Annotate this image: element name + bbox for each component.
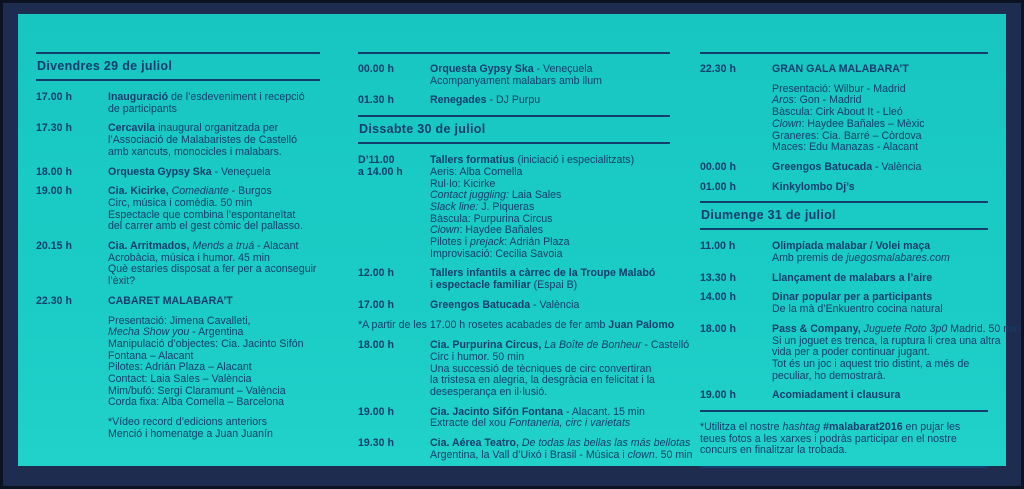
entry-line <box>772 273 988 285</box>
entry-time <box>700 182 772 194</box>
text-segment: Pass & Company, <box>772 322 861 335</box>
day-header-label: Dissabte 30 de juliol <box>359 122 486 137</box>
text-segment: Tot és un joc i aquest trio distint, a més de <box>772 357 970 370</box>
entry-time-line: 19.00 h <box>358 405 394 418</box>
text-segment: - Veneçuela <box>211 165 271 178</box>
entry-line <box>430 300 670 312</box>
text-segment: hashtag <box>782 421 821 434</box>
divider-rule <box>700 466 988 468</box>
entry-line <box>772 182 988 194</box>
entry-time <box>700 241 772 264</box>
text-segment: vida per a poder continuar jugant. <box>772 346 930 359</box>
schedule-entry <box>358 407 670 430</box>
entry-time <box>36 296 108 441</box>
entry-description <box>108 186 320 233</box>
text-segment: del carrer amb el gest còmic del pallasso. <box>108 220 303 233</box>
text-segment: (iniciació i especialitzats) <box>514 154 635 167</box>
schedule-entry <box>700 241 988 264</box>
text-segment: Cia. Aérea Teatro, <box>430 437 519 450</box>
text-segment: Fontana – Alacant <box>108 349 194 362</box>
text-segment: Circ, música i comèdia. 50 min <box>108 196 253 209</box>
day-header-label: Divendres 29 de juliol <box>37 59 173 73</box>
divider-rule <box>700 52 988 54</box>
schedule-entry <box>700 64 988 154</box>
entry-time <box>358 300 430 312</box>
text-segment: desesperança en il·lusió. <box>430 386 548 399</box>
schedule-entry <box>36 167 320 179</box>
divider-rule <box>358 52 670 54</box>
text-segment: l’Associació de Malabaristes de Castelló <box>108 134 298 147</box>
text-segment: J. Piqueras <box>478 200 535 213</box>
text-segment: : Gon - Madrid <box>793 94 862 107</box>
entry-line <box>772 304 988 316</box>
entry-line <box>430 95 670 107</box>
entry-line <box>430 249 670 261</box>
text-segment: Greengos Batucada <box>772 160 873 173</box>
text-segment: Greengos Batucada <box>430 298 531 311</box>
text-segment: Bàscula: Cirk About It - Lleó <box>772 106 903 119</box>
text-segment: Acompanyament malabars amb llum <box>430 74 602 87</box>
entry-line <box>772 253 988 265</box>
text-segment: Corda fixa: Alba Comella – Barcelona <box>108 396 285 409</box>
friday-column <box>36 52 320 449</box>
schedule-entry <box>36 241 320 288</box>
text-segment: Cercavila <box>108 122 156 135</box>
text-segment: Madrid. 50 min <box>947 322 1021 335</box>
text-segment: : Haydee Bañales <box>459 224 544 237</box>
text-segment: : Haydee Bañales – Mèxic <box>801 117 925 130</box>
entry-line <box>108 296 320 308</box>
entry-description <box>772 390 988 402</box>
program-panel <box>18 14 1021 466</box>
text-segment: Renegades <box>430 94 487 107</box>
schedule-entry <box>700 162 988 174</box>
text-segment: Circ i humor. 50 min <box>430 350 525 363</box>
text-segment: Tallers formatius <box>430 154 515 167</box>
text-segment: juegosmalabares.com <box>846 252 950 265</box>
text-segment: Juan Palomo <box>608 318 675 331</box>
entry-time-line: 12.00 h <box>358 267 394 280</box>
text-segment: Mecha Show you <box>108 326 190 339</box>
sunday-column <box>700 52 1021 478</box>
entry-time <box>700 390 772 402</box>
text-segment: Aros <box>772 94 794 107</box>
day-header-label: Diumenge 31 de juliol <box>701 208 836 223</box>
text-segment: - Argentina <box>189 326 244 339</box>
text-segment: Aeris: Alba Comella <box>430 165 523 178</box>
divider-rule <box>358 142 670 144</box>
text-segment: inaugural organitzada per <box>155 122 279 135</box>
text-segment: Comediante <box>171 185 229 198</box>
text-segment: Extracte del xou <box>430 417 509 430</box>
day-header <box>36 52 320 81</box>
text-segment: Argentina, la Vall d’Uixó i Brasil - Música i <box>430 448 628 461</box>
text-segment: Presentació: Wilbur - Madrid <box>772 82 906 95</box>
text-segment: clown <box>627 448 655 461</box>
entry-description <box>430 437 693 461</box>
text-segment: Bàscula: Purpurina Circus <box>430 212 553 225</box>
text-segment: Si un joguet es trenca, la ruptura li crea una altra <box>772 334 1001 347</box>
entry-time-line: 22.30 h <box>700 63 736 75</box>
entry-description <box>772 292 988 315</box>
entry-description <box>772 273 988 285</box>
entry-time <box>358 340 430 399</box>
text-segment: CABARET MALABARA’T <box>108 294 233 307</box>
text-segment: (Espai B) <box>530 279 578 292</box>
text-segment: Llançament de malabars a l’aire <box>772 271 933 284</box>
entry-time-line: 19.30 h <box>358 437 394 450</box>
entry-description <box>430 268 670 291</box>
text-segment: Cia. Arritmados, <box>108 240 190 253</box>
schedule-entry <box>700 273 988 285</box>
text-segment: Tallers infantils a càrrec de la Troupe Malabó <box>430 267 656 280</box>
text-segment: *Utilitza el nostre <box>700 421 783 434</box>
entry-time-line: D’11.00 <box>358 154 395 167</box>
text-segment: l’èxit? <box>108 275 136 288</box>
entry-time-line: 14.00 h <box>700 291 736 304</box>
entry-description <box>772 241 988 264</box>
text-segment: Inauguració <box>108 91 169 103</box>
entry-description <box>772 162 988 174</box>
text-segment: - Castelló <box>641 339 690 352</box>
divider-rule <box>36 79 320 81</box>
entry-time <box>358 155 430 260</box>
footnote <box>700 422 988 457</box>
schedule-entry <box>36 186 320 233</box>
entry-time-line: 01.30 h <box>358 94 394 107</box>
text-segment: la tristesa en alegria, la desgràcia en felicitat i la <box>430 374 655 387</box>
entry-line <box>772 390 988 402</box>
text-segment: Rul·lo: Kicirke <box>430 177 496 190</box>
entry-line <box>108 147 320 159</box>
entry-time <box>358 64 430 87</box>
text-segment: Acrobàcia, música i humor. 45 min <box>108 251 270 264</box>
text-segment: - Alacant <box>254 240 299 253</box>
text-segment: Contact juggling: <box>430 189 509 202</box>
entry-time-line: 17.30 h <box>36 122 72 135</box>
schedule-entry <box>700 322 1021 383</box>
entry-time <box>36 167 108 179</box>
text-segment: *A partir de les 17.00 h rosetes acabades de fer amb <box>358 318 609 331</box>
entry-line <box>108 397 320 409</box>
text-segment: Fontaneria, circ i varietats <box>508 417 631 430</box>
text-segment: Cia. Kicirke, <box>108 185 169 198</box>
entry-line <box>772 371 988 383</box>
text-segment: Maces: Edu Manazas - Alacant <box>772 141 919 154</box>
text-segment: Acomiadament i clausura <box>772 389 901 402</box>
entry-time-line: 19.00 h <box>36 185 72 198</box>
text-segment: i espectacle familiar <box>430 279 531 292</box>
text-segment: Olimpíada malabar / Volei maça <box>772 240 931 253</box>
text-segment: concurs en finalitzar la trobada. <box>700 444 848 457</box>
entry-description <box>430 300 670 312</box>
entry-description <box>430 95 670 107</box>
entry-time-line: a 14.00 h <box>358 165 403 178</box>
entry-description <box>108 241 320 288</box>
divider-rule <box>700 410 988 412</box>
text-segment: De todas las bellas las más bellotas <box>521 437 691 450</box>
entry-description <box>108 123 320 158</box>
entry-time-line: 17.00 h <box>358 298 394 311</box>
entry-line <box>108 104 320 116</box>
schedule-entry <box>700 390 988 402</box>
entry-description <box>430 339 690 399</box>
entry-time-line: 11.00 h <box>700 240 736 253</box>
footnote-line <box>358 318 675 332</box>
text-segment: GRAN GALA MALABARA’T <box>772 63 909 75</box>
text-segment: Mim/bufó: Sergi Claramunt – València <box>108 384 286 397</box>
text-segment: Orquesta Gypsy Ska <box>108 165 212 178</box>
text-segment: #malabarat2016 <box>823 421 903 434</box>
schedule-entry <box>700 182 988 194</box>
entry-description <box>772 64 988 154</box>
entry-time <box>358 438 430 461</box>
text-segment: Una successió de tècniques de circ convertiran <box>430 362 652 375</box>
text-segment: de participants <box>108 102 177 115</box>
text-segment: Què estaries disposat a fer per a aconseguir <box>108 263 317 276</box>
entry-time <box>700 162 772 174</box>
schedule-entry <box>358 437 693 461</box>
text-segment: Kinkylombo Dj’s <box>772 180 855 193</box>
entry-time-line: 19.00 h <box>700 389 736 402</box>
entry-time-line: 13.30 h <box>700 271 736 284</box>
entry-time <box>36 186 108 233</box>
text-segment: Pilotes: Adrián Plaza – Alacant <box>108 361 252 374</box>
entry-time-line: 00.00 h <box>700 160 736 173</box>
entry-line <box>430 76 670 88</box>
text-segment: *Vídeo record d’edicions anteriors <box>108 416 267 429</box>
entry-description <box>430 64 670 87</box>
schedule-entry <box>358 268 670 291</box>
text-segment: : Adrián Plaza <box>504 236 570 249</box>
entry-description <box>772 322 1021 383</box>
entry-time <box>36 241 108 288</box>
entry-time-line: 18.00 h <box>36 165 72 178</box>
schedule-entry <box>36 296 320 441</box>
entry-time-line: 18.00 h <box>358 339 394 352</box>
text-segment: Graneres: Cia. Barré – Còrdova <box>772 129 922 142</box>
entry-time <box>36 92 108 115</box>
entry-description <box>108 167 320 179</box>
entry-line <box>430 448 693 462</box>
text-segment: Juguete Roto 3p0 <box>863 322 948 335</box>
text-segment: - València <box>530 298 580 311</box>
text-segment: Laia Sales <box>508 189 562 202</box>
text-segment: Dinar popular per a participants <box>772 291 933 304</box>
entry-line <box>772 162 988 174</box>
entry-line <box>108 221 320 233</box>
entry-time <box>36 123 108 158</box>
text-segment: Espectacle que combina l’espontaneïtat <box>108 208 296 221</box>
text-segment: - Alacant. 15 min <box>563 405 645 418</box>
entry-time-line: 20.15 h <box>36 240 72 253</box>
text-segment: Orquesta Gypsy Ska <box>430 63 534 75</box>
text-segment: Mends a truá <box>192 240 255 253</box>
entry-time <box>700 273 772 285</box>
entry-description <box>430 407 670 430</box>
text-segment: - València <box>872 160 922 173</box>
entry-line <box>108 264 320 276</box>
entry-line <box>772 64 988 76</box>
entry-time-line: 00.00 h <box>358 63 394 75</box>
entry-time <box>700 64 772 154</box>
entry-time-line: 01.00 h <box>700 180 736 193</box>
text-segment: De la mà d’Enkuentro cocina natural <box>772 303 943 316</box>
schedule-entry <box>36 123 320 158</box>
text-segment: prejack <box>470 236 505 249</box>
text-segment: Menció i homenatge a Juan Juanín <box>108 427 273 440</box>
divider-rule <box>700 228 988 230</box>
text-segment: Pilotes i <box>430 236 471 249</box>
text-segment: teues fotos a les xarxes i podràs participar en el nostre <box>700 432 957 445</box>
schedule-entry <box>358 300 670 312</box>
schedule-entry <box>36 92 320 115</box>
text-segment: en pujar les <box>902 421 961 434</box>
entry-time <box>358 95 430 107</box>
text-segment: de l’esdeveniment i recepció <box>168 91 305 103</box>
entry-line <box>430 280 670 292</box>
text-segment: La Boîte de Bonheur <box>544 339 642 352</box>
text-segment: - DJ Purpu <box>486 94 541 107</box>
entry-time <box>358 407 430 430</box>
entry-description <box>108 92 320 115</box>
text-segment: Improvisació: Cecilia Savoia <box>430 247 563 260</box>
text-segment: Presentació: Jimena Cavalleti, <box>108 314 251 327</box>
entry-line <box>108 167 320 179</box>
entry-time <box>700 292 772 315</box>
entry-description <box>772 182 988 194</box>
entry-line <box>108 429 320 441</box>
entry-time <box>700 324 772 383</box>
entry-time-line: 22.30 h <box>36 294 72 307</box>
entry-time-line: 17.00 h <box>36 91 72 103</box>
day-header <box>700 201 988 230</box>
text-segment: - Burgos <box>228 185 272 198</box>
entry-line <box>108 276 320 288</box>
text-segment: Amb premis de <box>772 252 847 265</box>
entry-line <box>430 387 670 399</box>
schedule-entry <box>700 292 988 315</box>
day-header <box>358 115 670 144</box>
footnote <box>358 318 675 332</box>
schedule-entry <box>358 64 670 87</box>
text-segment: Cia. Jacinto Sifón Fontana <box>430 405 564 418</box>
text-segment: - Veneçuela <box>533 63 593 75</box>
schedule-entry <box>358 339 690 399</box>
schedule-entry <box>358 155 670 260</box>
footnote-line <box>700 445 988 457</box>
text-segment: Manipulació d’objectes: Cia. Jacinto Sifón <box>108 337 304 350</box>
text-segment: amb xancuts, monocicles i malabars. <box>108 145 282 158</box>
saturday-column <box>358 52 693 470</box>
text-segment: Clown <box>772 117 802 130</box>
text-segment: peculiar, ho demostrarà. <box>772 369 886 382</box>
entry-time-line: 18.00 h <box>700 322 736 335</box>
entry-time <box>358 268 430 291</box>
entry-description <box>430 155 670 260</box>
entry-line <box>430 418 670 430</box>
text-segment: Clown <box>430 224 460 237</box>
schedule-entry <box>358 95 670 107</box>
text-segment: Contact: Laia Sales – València <box>108 373 252 386</box>
entry-description <box>108 296 320 441</box>
text-segment: Cia. Purpurina Circus, <box>430 339 542 352</box>
text-segment: . 50 min <box>654 448 693 461</box>
text-segment: Slack line: <box>430 200 479 213</box>
entry-line <box>772 142 988 154</box>
